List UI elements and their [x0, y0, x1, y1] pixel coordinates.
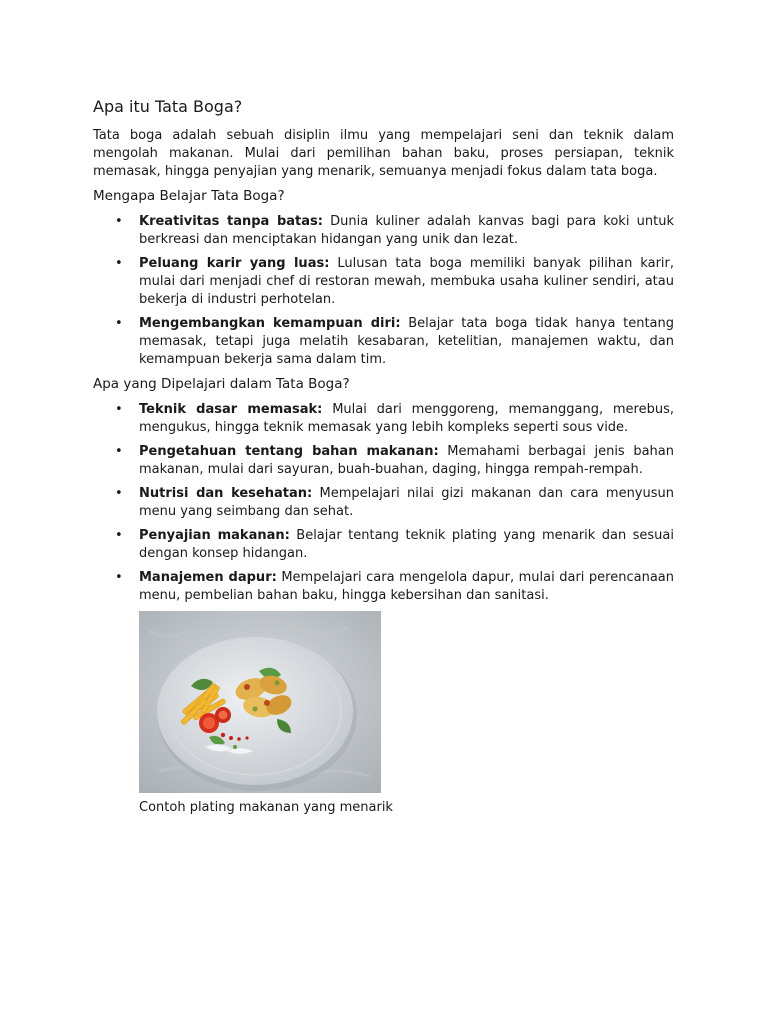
figure-caption: Contoh plating makanan yang menarik: [139, 800, 393, 815]
bullet: •: [115, 402, 123, 417]
list-item: [93, 315, 674, 369]
why-heading: Mengapa Belajar Tata Boga?: [93, 188, 285, 204]
item-term: Kreativitas tanpa batas:: [139, 214, 323, 229]
document-content: [93, 96, 674, 817]
bullet: •: [115, 316, 123, 331]
learn-list: [93, 401, 674, 605]
list-item: [93, 255, 674, 309]
list-item: [93, 443, 674, 479]
why-list: [93, 213, 674, 369]
item-text: Belajar tata boga tidak hanya tentang memasak, tetapi juga melatih kesabaran, ketelitian, manajemen waktu, dan kemampuan bekerja sama dalam tim.: [139, 316, 675, 367]
bullet: •: [115, 528, 123, 543]
item-term: Penyajian makanan:: [139, 528, 290, 543]
item-term: Peluang karir yang luas:: [139, 256, 330, 271]
bullet: •: [115, 214, 123, 229]
bullet: •: [115, 570, 123, 585]
list-item: [93, 569, 674, 605]
bullet: •: [115, 256, 123, 271]
page-title: Apa itu Tata Boga?: [93, 97, 243, 116]
item-text: Memahami berbagai jenis bahan makanan, mulai dari sayuran, buah-buahan, daging, hingga rempah-rempah.: [139, 444, 674, 477]
item-text: Belajar tentang teknik plating yang menarik dan sesuai dengan konsep hidangan.: [139, 528, 674, 561]
item-term: Teknik dasar memasak:: [139, 402, 323, 417]
item-term: Nutrisi dan kesehatan:: [139, 486, 313, 501]
item-text: Mempelajari nilai gizi makanan dan cara menyusun menu yang seimbang dan sehat.: [139, 486, 674, 519]
list-item: [93, 213, 674, 249]
item-term: Manajemen dapur:: [139, 570, 277, 585]
item-text: Mulai dari menggoreng, memanggang, merebus, mengukus, hingga teknik memasak yang lebih kompleks seperti sous vide.: [139, 402, 674, 435]
figure: [139, 611, 674, 817]
item-text: Mempelajari cara mengelola dapur, mulai dari perencanaan menu, pembelian bahan baku, hingga kebersihan dan sanitasi.: [139, 570, 674, 603]
list-item: [93, 527, 674, 563]
plated-food-photo: [139, 611, 381, 793]
item-text: Dunia kuliner adalah kanvas bagi para koki untuk berkreasi dan menciptakan hidangan yang unik dan lezat.: [139, 214, 674, 247]
item-text: Lulusan tata boga memiliki banyak pilihan karir, mulai dari menjadi chef di restoran mewah, membuka usaha kuliner sendiri, atau bekerja di industri perhotelan.: [139, 256, 674, 307]
bullet: •: [115, 444, 123, 459]
list-item: [93, 485, 674, 521]
learn-heading: Apa yang Dipelajari dalam Tata Boga?: [93, 376, 350, 392]
list-item: [93, 401, 674, 437]
item-term: Mengembangkan kemampuan diri:: [139, 316, 401, 331]
intro-paragraph: Tata boga adalah sebuah disiplin ilmu yang mempelajari seni dan teknik dalam mengolah makanan. Mulai dari pemilihan bahan baku, proses persiapan, teknik memasak, hingga penyajian yang menarik, semuanya menjadi fokus dalam tata boga.: [93, 128, 674, 179]
bullet: •: [115, 486, 123, 501]
item-term: Pengetahuan tentang bahan makanan:: [139, 444, 439, 459]
